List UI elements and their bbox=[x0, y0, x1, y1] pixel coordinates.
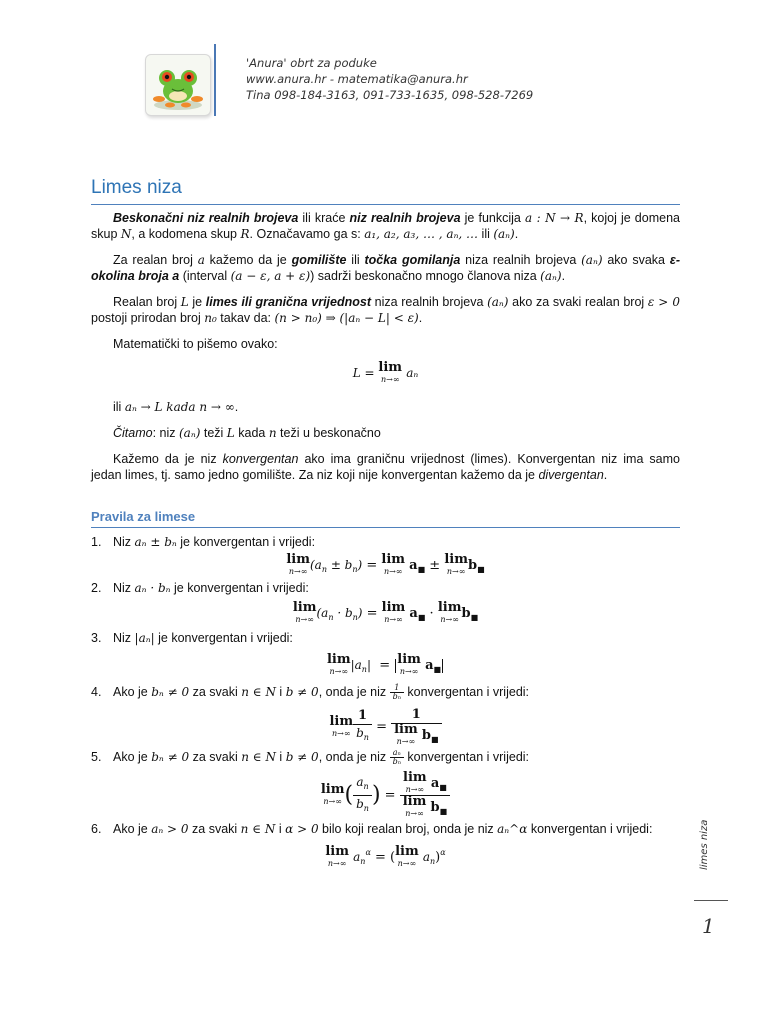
header-divider bbox=[214, 44, 216, 116]
paragraph-accumulation-point bbox=[91, 252, 680, 284]
text: takav da: bbox=[216, 311, 275, 325]
fraction: $\frac{a_n}{b_n}$ bbox=[353, 774, 372, 817]
paragraph-convergence bbox=[91, 451, 680, 483]
text: . bbox=[603, 468, 608, 482]
math-an: (aₙ) bbox=[540, 269, 562, 283]
text: konvergentan i vrijedi: bbox=[403, 685, 530, 699]
math-an: (aₙ) bbox=[581, 253, 603, 267]
rule-item-5 bbox=[91, 749, 680, 766]
text: i bbox=[275, 750, 286, 765]
term-citamo: Čitamo bbox=[113, 426, 153, 440]
formula-rule-6: lim n→∞ $a_n^\alpha = (\lim$ n→∞ $a_n)^\alpha$ bbox=[325, 844, 446, 869]
term-epsilon-neighbourhood: ε-okolina broja a bbox=[91, 253, 680, 283]
formula-rule-5: lim n→∞ ( $\frac{a_n}{b_n}$ ) = lim n→∞ $a_■$ lim n→∞ $b_■$ bbox=[91, 772, 680, 819]
formula-rhs: aₙ bbox=[406, 366, 419, 380]
text: je konvergentan i vrijedi: bbox=[176, 535, 316, 549]
text: kada bbox=[234, 426, 269, 440]
fraction: lim n→∞ $a_■$ lim n→∞ $b_■$ bbox=[400, 772, 450, 819]
lim-operator: lim n→∞ bbox=[402, 794, 427, 819]
math-expr: aₙ ± bₙ bbox=[134, 535, 177, 549]
text: Niz bbox=[113, 535, 135, 549]
header-web-email: www.anura.hr - matematika@anura.hr bbox=[246, 72, 468, 86]
footer-divider bbox=[694, 900, 728, 901]
text: ako za svaki realan broj bbox=[508, 295, 648, 309]
text: Za realan broj bbox=[113, 253, 198, 267]
text: konvergentan i vrijedi: bbox=[527, 822, 653, 837]
text: , kojoj je domena skup bbox=[91, 211, 680, 241]
math-an: (aₙ) bbox=[179, 426, 201, 440]
rule-item-4 bbox=[91, 684, 680, 701]
paragraph-definition bbox=[91, 210, 680, 242]
text: ) sadrži beskonačno mnogo članova niza bbox=[310, 269, 541, 283]
math-condition: (n > n₀) ⇒ (|aₙ − L| < ε) bbox=[274, 311, 419, 325]
math-interval: (a − ε, a + ε) bbox=[230, 269, 311, 283]
math-expr: aₙ · bₙ bbox=[134, 581, 171, 595]
lim-operator: lim n→∞ bbox=[286, 552, 310, 576]
page-number: 1 bbox=[702, 914, 715, 938]
formula-rule-1: lim n→∞ $(a_n \pm b_n) = \lim$ n→∞ $a_■ \pm \lim$ n→∞ $b_■$ bbox=[286, 552, 485, 576]
formula-rule-4: lim n→∞ $\frac{1}{b_n}$ = 1 lim n→∞ $b_■$ bbox=[91, 707, 680, 747]
lim-operator: lim n→∞ bbox=[437, 600, 462, 624]
math-R: R bbox=[240, 227, 250, 241]
header-company: 'Anura' obrt za poduke bbox=[246, 56, 377, 70]
fraction-numerator: 1 bbox=[390, 684, 404, 693]
math-expr: n ∈ N bbox=[241, 750, 276, 765]
rule-number: 1. bbox=[91, 535, 102, 549]
text: . Označavamo ga s: bbox=[249, 227, 365, 241]
text: je konvergentan i vrijedi: bbox=[154, 631, 293, 645]
term-konvergentan: konvergentan bbox=[222, 452, 299, 466]
math-function: a : N → R bbox=[524, 211, 584, 225]
math-expr: bₙ ≠ 0 bbox=[151, 685, 190, 699]
lim-operator: lim n→∞ bbox=[320, 782, 345, 807]
section-underline bbox=[91, 527, 680, 528]
page-title: Limes niza bbox=[91, 177, 182, 198]
lim-operator bbox=[378, 362, 402, 385]
fraction: $\frac{1}{b_n}$ bbox=[353, 708, 372, 746]
lim-operator: lim n→∞ bbox=[394, 722, 418, 747]
rule-item-2 bbox=[91, 580, 680, 596]
lim-operator: lim n→∞ bbox=[395, 844, 419, 869]
rules-list bbox=[91, 534, 680, 870]
text: , a kodomena skup bbox=[131, 227, 241, 241]
text: ili kraće bbox=[298, 211, 350, 225]
lim-subscript: n→∞ bbox=[380, 375, 400, 384]
math-expr: α > 0 bbox=[285, 822, 319, 837]
frog-logo-icon bbox=[146, 55, 210, 115]
fraction-denominator: bₙ bbox=[392, 692, 401, 702]
text: Kažemo da je niz bbox=[113, 452, 223, 466]
header-phones: Tina 098-184-3163, 091-733-1635, 098-528-7269 bbox=[246, 88, 534, 102]
text: Ako je bbox=[113, 822, 152, 837]
math-expr: n ∈ N bbox=[241, 685, 276, 699]
fraction-denominator: bₙ bbox=[392, 757, 401, 767]
text: ako svaka bbox=[602, 253, 670, 267]
text: . bbox=[514, 227, 519, 241]
lim-operator: lim n→∞ bbox=[381, 552, 406, 576]
lim-operator: lim n→∞ bbox=[292, 600, 317, 624]
text: ili bbox=[113, 400, 125, 414]
math-expr: bₙ ≠ 0 bbox=[151, 750, 190, 765]
term-sequence: niz realnih brojeva bbox=[349, 211, 461, 225]
text: : niz bbox=[152, 426, 179, 440]
math-an: (aₙ) bbox=[493, 227, 515, 241]
rule-number: 6. bbox=[91, 822, 102, 837]
text: je konvergentan i vrijedi: bbox=[170, 581, 309, 595]
text: , onda je niz bbox=[318, 685, 390, 699]
fraction-numerator: aₙ bbox=[390, 749, 404, 758]
definition-section bbox=[91, 210, 680, 493]
rule-number: 2. bbox=[91, 581, 102, 595]
term-infinite-sequence: Beskonačni niz realnih brojeva bbox=[113, 211, 299, 225]
term-limit: limes ili granična vrijednost bbox=[205, 295, 371, 309]
text: Niz bbox=[113, 581, 135, 595]
text: , onda je niz bbox=[318, 750, 390, 765]
text: . bbox=[418, 311, 423, 325]
math-epsilon: ε > 0 bbox=[647, 295, 680, 309]
math-expr: aₙ > 0 bbox=[151, 822, 189, 837]
math-expr: aₙ^α bbox=[497, 822, 528, 837]
lim-operator: lim n→∞ bbox=[403, 770, 427, 795]
text: niza realnih brojeva bbox=[371, 295, 488, 309]
paragraph-limit-definition bbox=[91, 294, 680, 326]
rule-number: 3. bbox=[91, 631, 102, 645]
text: je funkcija bbox=[460, 211, 525, 225]
math-n0: n₀ bbox=[204, 311, 217, 325]
text: . bbox=[561, 269, 566, 283]
text: za svaki bbox=[189, 750, 242, 765]
math-expr: b ≠ 0 bbox=[285, 685, 319, 699]
math-n: n bbox=[268, 426, 277, 440]
text: Ako je bbox=[113, 750, 152, 765]
math-expr: b ≠ 0 bbox=[285, 750, 319, 765]
text: i bbox=[275, 822, 286, 837]
math-an: (aₙ) bbox=[487, 295, 509, 309]
text: kažemo da je bbox=[204, 253, 292, 267]
text: teži bbox=[200, 426, 227, 440]
term-gomiliste: gomilište bbox=[291, 253, 347, 267]
lim-text: lim bbox=[378, 360, 403, 375]
math-expr: |aₙ| bbox=[134, 631, 155, 645]
text: i bbox=[275, 685, 286, 699]
lim-operator: lim n→∞ bbox=[325, 844, 349, 869]
text: ili bbox=[346, 253, 365, 267]
lim-operator: lim n→∞ bbox=[397, 652, 421, 676]
rule-number: 4. bbox=[91, 685, 102, 699]
text: teži u beskonačno bbox=[276, 426, 381, 440]
inline-fraction bbox=[390, 749, 404, 766]
paragraph-alt-notation bbox=[113, 399, 680, 415]
lim-operator: lim n→∞ bbox=[326, 652, 351, 676]
text: za svaki bbox=[189, 685, 242, 699]
text: Realan broj bbox=[113, 295, 181, 309]
math-N: N bbox=[120, 227, 132, 241]
side-running-title: limes niza bbox=[699, 819, 710, 870]
math-sequence-terms: a₁, a₂, a₃, … , aₙ, … bbox=[364, 227, 479, 241]
formula-rule-2: lim n→∞ $(a_n \cdot b_n) = \lim$ n→∞ $a_■ \cdot \lim$ n→∞ $b_■$ bbox=[292, 600, 479, 624]
term-tocka-gomilanja: točka gomilanja bbox=[364, 253, 461, 267]
paragraph-reading bbox=[113, 425, 680, 441]
text: Niz bbox=[113, 631, 135, 645]
frog-logo bbox=[145, 54, 211, 116]
math-L: L bbox=[180, 295, 189, 309]
math-tends: aₙ → L kada n → ∞ bbox=[124, 400, 235, 414]
inline-fraction bbox=[390, 684, 404, 701]
text: bilo koji realan broj, onda je niz bbox=[318, 822, 498, 837]
term-divergentan: divergentan bbox=[538, 468, 604, 482]
title-underline bbox=[91, 204, 680, 205]
rule-item-1 bbox=[91, 534, 680, 550]
lim-operator: lim n→∞ bbox=[329, 713, 354, 738]
formula-rule-3: lim n→∞ $|a_n| = \lim$ n→∞ $a_■$ bbox=[326, 652, 442, 676]
text: za svaki bbox=[188, 822, 241, 837]
rule-item-3 bbox=[91, 630, 680, 646]
text: je bbox=[188, 295, 206, 309]
section-title-rules: Pravila za limese bbox=[91, 509, 196, 524]
text: ako ima graničnu vrijednost (limes). Konvergentan niz ima samo jedan limes, tj. samo jedno gomilište. Za niz koji nije konvergentan kažemo da je bbox=[91, 452, 681, 482]
formula-lhs: L = bbox=[352, 366, 379, 380]
lim-operator: lim n→∞ bbox=[444, 552, 468, 576]
text: niza realnih brojeva bbox=[460, 253, 582, 267]
paragraph-math-notation: Matematički to pišemo ovako: bbox=[113, 337, 278, 351]
rule-item-6 bbox=[91, 821, 680, 837]
text: . bbox=[234, 400, 239, 414]
header-contact bbox=[246, 55, 533, 103]
text: ili bbox=[478, 227, 494, 241]
text: postoji prirodan broj bbox=[91, 311, 205, 325]
math-expr: n ∈ N bbox=[240, 822, 276, 837]
text: konvergentan i vrijedi: bbox=[403, 750, 530, 765]
math-L: L bbox=[226, 426, 235, 440]
math-a: a bbox=[197, 253, 205, 267]
lim-operator: lim n→∞ bbox=[381, 600, 406, 624]
text: (interval bbox=[179, 269, 231, 283]
fraction: 1 lim n→∞ $b_■$ bbox=[391, 707, 441, 747]
text: Ako je bbox=[113, 685, 152, 699]
formula-limit bbox=[91, 362, 680, 385]
rule-number: 5. bbox=[91, 750, 102, 765]
